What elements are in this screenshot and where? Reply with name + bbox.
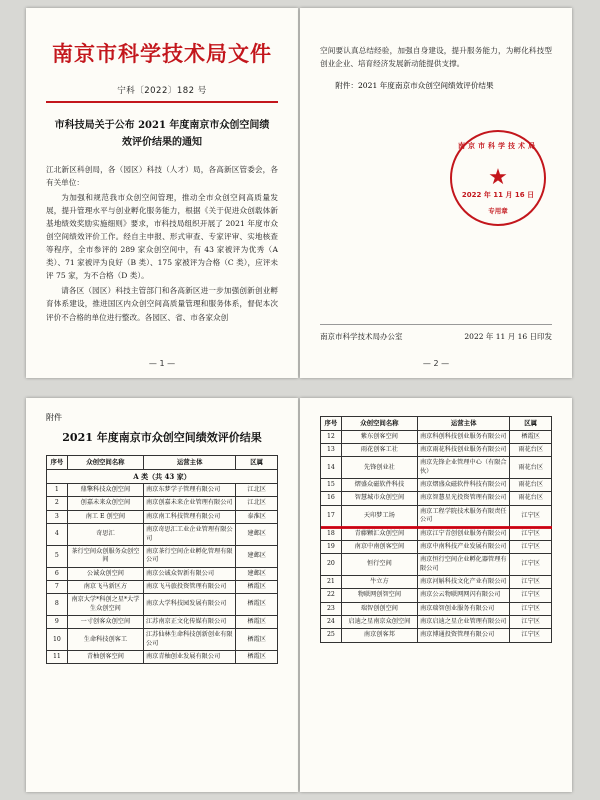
- cell-space-name: 智慧城市众创空间: [341, 492, 417, 505]
- cell-no: 6: [47, 567, 68, 580]
- table-head: [321, 417, 552, 431]
- official-seal-stamp: [450, 130, 546, 226]
- cell-operator: 南京公云物联网网闪有限公司: [418, 589, 510, 602]
- cell-district: 雨花台区: [510, 479, 552, 492]
- page-4-content: [300, 398, 572, 792]
- cell-district: 江宁区: [510, 589, 552, 602]
- cell-operator: 南京智慧星光投资管理有限公司: [418, 492, 510, 505]
- table-row: [47, 545, 278, 567]
- cell-operator: 南京科创科技创业服务有限公司: [418, 430, 510, 443]
- cell-no: 3: [47, 510, 68, 523]
- table-body: [321, 430, 552, 642]
- cell-space-name: 南京中南创客空间: [341, 540, 417, 553]
- cell-district: 建邺区: [236, 567, 278, 580]
- cell-operator: 南京工程学院技术服务有限责任公司: [418, 505, 510, 527]
- cell-space-name: 恒行空间: [341, 554, 417, 576]
- body-paragraph: 空间要认真总结经验，加强自身建设，提升服务能力，为孵化科技型创业企业、培育经济发展新动能提供支撑。: [320, 46, 552, 69]
- table-row: [47, 616, 278, 629]
- table-row: [321, 479, 552, 492]
- table-row: [47, 567, 278, 580]
- cell-no: 9: [47, 616, 68, 629]
- cell-operator: 南京大学科技园发展有限公司: [144, 594, 236, 616]
- cell-district: 江宁区: [510, 616, 552, 629]
- cell-no: 7: [47, 580, 68, 593]
- cell-district: 雨花台区: [510, 444, 552, 457]
- cell-district: 江宁区: [510, 629, 552, 642]
- cell-district: 江宁区: [510, 527, 552, 540]
- cell-space-name: 南京大学*科创之星*大学生众创空间: [67, 594, 143, 616]
- cell-operator: 南京茶行空间企业孵化管理有限公司: [144, 545, 236, 567]
- cell-no: 1: [47, 484, 68, 497]
- red-divider: [46, 101, 278, 103]
- cell-district: 江宁区: [510, 554, 552, 576]
- issuing-office-line: [320, 324, 552, 342]
- table-row: [47, 629, 278, 651]
- cell-no: 5: [47, 545, 68, 567]
- cell-operator: 南京中南科技产业发展有限公司: [418, 540, 510, 553]
- issue-date: 2022 年 11 月 16 日印发: [464, 332, 552, 341]
- cell-operator: 南京启迪之星企业管理有限公司: [418, 616, 510, 629]
- col-header-district: 区属: [510, 417, 552, 431]
- result-list-title: 2021 年度南京市众创空间绩效评价结果: [62, 431, 262, 444]
- cell-operator: 江苏仙林生命科技创新创业有限公司: [144, 629, 236, 651]
- cell-operator: 南京恒行空间企业孵化器管理有限公司: [418, 554, 510, 576]
- cell-district: 江北区: [236, 497, 278, 510]
- cell-space-name: 瑞智创创空间: [341, 602, 417, 615]
- seal-top-text: 南京市科学技术局: [458, 142, 538, 150]
- cell-district: 栖霞区: [236, 580, 278, 593]
- col-header-operator: 运营主体: [418, 417, 510, 431]
- cell-district: 栖霞区: [236, 616, 278, 629]
- cell-no: 19: [321, 540, 342, 553]
- cell-no: 14: [321, 457, 342, 479]
- cell-space-name: 南工 E 创空间: [67, 510, 143, 523]
- cell-no: 8: [47, 594, 68, 616]
- table-row: [321, 589, 552, 602]
- page-2-body: [320, 44, 552, 70]
- cell-space-name: 先锋创业社: [341, 457, 417, 479]
- masthead-title: 南京市科学技术局文件: [52, 41, 272, 66]
- cell-operator: 南京奇思汇工业企业管理有限公司: [144, 524, 236, 546]
- col-header-district: 区属: [236, 456, 278, 470]
- category-label: A 类（共 43 家）: [47, 469, 278, 483]
- col-header-no: 序号: [321, 417, 342, 431]
- cell-district: 建邺区: [236, 524, 278, 546]
- table-row: [47, 524, 278, 546]
- table-row: [321, 444, 552, 457]
- cell-district: 栖霞区: [236, 594, 278, 616]
- cell-operator: 南京公诚众智新有限公司: [144, 567, 236, 580]
- cell-district: 江宁区: [510, 540, 552, 553]
- col-header-no: 序号: [47, 456, 68, 470]
- table-head: [47, 456, 278, 470]
- cell-space-name: 熠盛众磁软件科技: [341, 479, 417, 492]
- cell-district: 栖霞区: [510, 430, 552, 443]
- cell-no: 23: [321, 602, 342, 615]
- cell-space-name: 南京创客邦: [341, 629, 417, 642]
- attachment-note: 附件：2021 年度南京市众创空间绩效评价结果: [335, 81, 494, 91]
- document-number: 宁科〔2022〕182 号: [117, 86, 207, 96]
- cell-operator: 南京瑞智创业服务有限公司: [418, 602, 510, 615]
- col-header-name: 众创空间名称: [67, 456, 143, 470]
- table-row: [47, 484, 278, 497]
- cell-no: 24: [321, 616, 342, 629]
- cell-space-name: 启迪之星南京众创空间: [341, 616, 417, 629]
- cell-district: 江宁区: [510, 575, 552, 588]
- cell-space-name: 鼎擎科技众创空间: [67, 484, 143, 497]
- cell-operator: 南京河斛科技文化产业有限公司: [418, 575, 510, 588]
- table-row: [321, 430, 552, 443]
- cell-operator: 江苏南京正文化传媒有限公司: [144, 616, 236, 629]
- star-icon: ★: [488, 165, 508, 190]
- cell-no: 20: [321, 554, 342, 576]
- body-paragraph: 为加强和规范我市众创空间管理，推动全市众创空间高质量发展，提升管理水平与创业孵化服务能力，根据《关于促进众创载体新基地绩效奖励实施细则》要求，市科技局组织开展了 2021 年度市众创空间绩效评价工作。经自主申报、形式审查、专家评审、实地核查等程序，全市参评的 289 家众创空间中，有 43 家被评为优秀（A 类）、71 家被评为良好（B 类）、175 家被评为合格（C 类），应评未评 75 家，为不合格（D 类）。: [46, 193, 278, 281]
- cell-district: 建邺区: [236, 545, 278, 567]
- table-category-row: [47, 469, 278, 483]
- results-table-page-4: [320, 416, 552, 643]
- cell-space-name: 物联网创智空间: [341, 589, 417, 602]
- cell-space-name: 天印梦工场: [341, 505, 417, 527]
- cell-no: 18: [321, 527, 342, 540]
- page-1-content: [26, 8, 298, 378]
- cell-district: 江北区: [236, 484, 278, 497]
- cell-operator: 南京博通投资管理有限公司: [418, 629, 510, 642]
- red-highlight-underline: [321, 526, 552, 529]
- cell-space-name: 紫东创客空间: [341, 430, 417, 443]
- cell-space-name: 生命科技创客工: [67, 629, 143, 651]
- cell-operator: 南京东梦学子管理有限公司: [144, 484, 236, 497]
- table-row: [321, 457, 552, 479]
- table-row: [47, 594, 278, 616]
- results-table-page-3: [46, 455, 278, 664]
- table-row: [47, 580, 278, 593]
- cell-no: 22: [321, 589, 342, 602]
- cell-no: 4: [47, 524, 68, 546]
- page-1-footer: — 1 —: [148, 359, 176, 368]
- cell-operator: 南京创嘉未来企业管理有限公司: [144, 497, 236, 510]
- cell-space-name: 一寸创客众创空间: [67, 616, 143, 629]
- cell-no: 2: [47, 497, 68, 510]
- table-row: [321, 492, 552, 505]
- cell-district: 雨花台区: [510, 492, 552, 505]
- cell-space-name: 公诚众创空间: [67, 567, 143, 580]
- body-paragraph: 请各区（园区）科技主管部门和各高新区进一步加强创新创业孵育体系建设，推进国区内众创空间高质量管理和服务体系，督促本次评价不合格的单位进行整改。各园区、省、市各家众创: [46, 286, 278, 322]
- cell-no: 11: [47, 651, 68, 664]
- cell-space-name: 青柚创客空间: [67, 651, 143, 664]
- cell-no: 15: [321, 479, 342, 492]
- table-row: [47, 497, 278, 510]
- cell-operator: 南京雨花科技创业服务有限公司: [418, 444, 510, 457]
- cell-district: 泰淮区: [236, 510, 278, 523]
- cell-space-name: 南京飞马新区方: [67, 580, 143, 593]
- seal-bottom-text: 专用章: [488, 207, 508, 215]
- table-header-row: [47, 456, 278, 470]
- cell-operator: 南京南工科技管理有限公司: [144, 510, 236, 523]
- issuing-office: 南京市科学技术局办公室: [320, 332, 403, 341]
- page-3-content: [26, 398, 298, 792]
- document-page-2: [300, 8, 572, 378]
- cell-district: 栖霞区: [236, 629, 278, 651]
- table-body: [47, 469, 278, 664]
- document-page-1: [26, 8, 298, 378]
- cell-operator: 南京飞马旅投资管理有限公司: [144, 580, 236, 593]
- document-page-3: [26, 398, 298, 792]
- cell-space-name: 牛立方: [341, 575, 417, 588]
- attachment-label: 附件: [46, 413, 62, 422]
- cell-no: 25: [321, 629, 342, 642]
- cell-district: 雨花台区: [510, 457, 552, 479]
- table-row: [321, 505, 552, 527]
- cell-no: 12: [321, 430, 342, 443]
- cell-district: 栖霞区: [236, 651, 278, 664]
- table-row: [47, 651, 278, 664]
- table-row: [321, 527, 552, 540]
- table-row: [321, 629, 552, 642]
- col-header-operator: 运营主体: [144, 456, 236, 470]
- cell-no: 13: [321, 444, 342, 457]
- cell-no: 17: [321, 505, 342, 527]
- document-page-4: [300, 398, 572, 792]
- cell-operator: 南京先锋企业管理中心（有限合伙）: [418, 457, 510, 479]
- table-row: [321, 540, 552, 553]
- col-header-name: 众创空间名称: [341, 417, 417, 431]
- cell-no: 16: [321, 492, 342, 505]
- cell-district: 江宁区: [510, 602, 552, 615]
- cell-space-name: 创嘉未来众创空间: [67, 497, 143, 510]
- cell-space-name: 奇思汇: [67, 524, 143, 546]
- cell-no: 10: [47, 629, 68, 651]
- cell-operator: 南京江宁青创创业服务有限公司: [418, 527, 510, 540]
- table-row: [321, 616, 552, 629]
- table-row: [321, 575, 552, 588]
- page-1-body: [46, 163, 278, 324]
- table-row: [47, 510, 278, 523]
- cell-space-name: 茶行空间众创服务众创空间: [67, 545, 143, 567]
- table-row: [321, 602, 552, 615]
- seal-date: 2022 年 11 月 16 日: [461, 191, 535, 199]
- cell-no: 21: [321, 575, 342, 588]
- notice-title: 市科技局关于公布 2021 年度南京市众创空间绩效评价结果的通知: [54, 120, 270, 148]
- cell-district: 江宁区: [510, 505, 552, 527]
- cell-space-name: 雨花创客工社: [341, 444, 417, 457]
- cell-operator: 南京青柚创业发展有限公司: [144, 651, 236, 664]
- cell-space-name: 青藤颗汇众创空间: [341, 527, 417, 540]
- page-2-footer: — 2 —: [422, 359, 450, 368]
- cell-operator: 南京熠盛众磁软件科技有限公司: [418, 479, 510, 492]
- table-header-row: [321, 417, 552, 431]
- table-row: [321, 554, 552, 576]
- body-paragraph: 江北新区科创局，各（园区）科技（人才）局，各高新区管委会，各有关单位：: [46, 165, 278, 188]
